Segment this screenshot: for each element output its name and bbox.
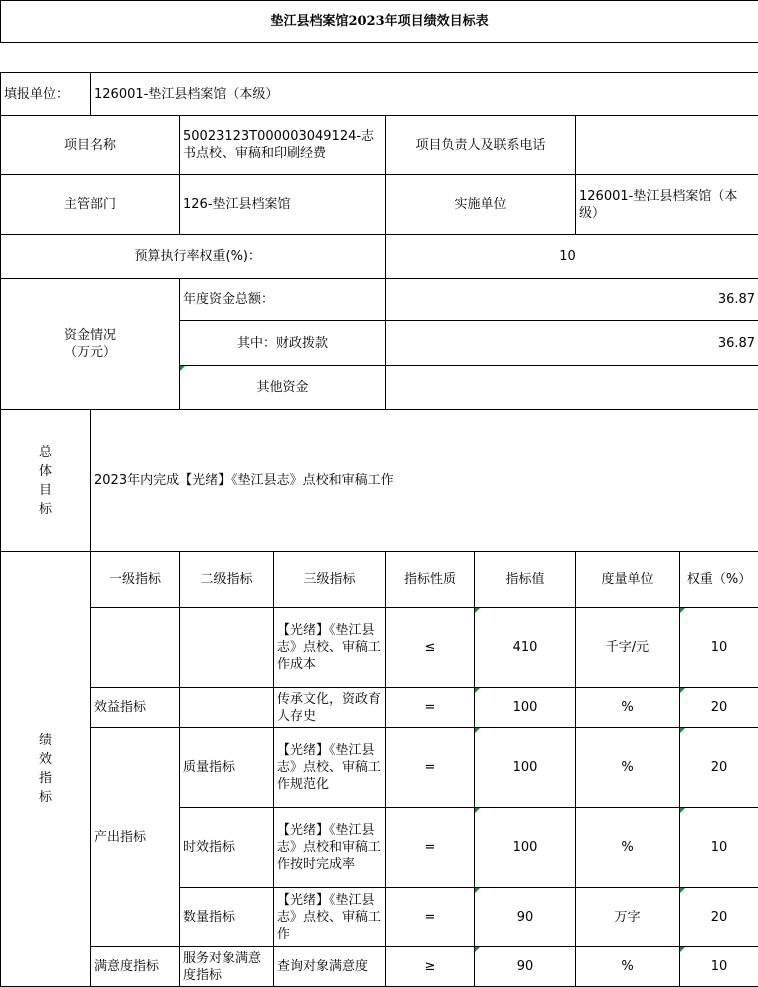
project-name-label: 项目名称 <box>1 116 180 175</box>
row-unit: % <box>576 688 680 728</box>
row-level1 <box>91 608 180 688</box>
row-nature: = <box>386 728 475 808</box>
row-level3: 传承文化，资政育人存史 <box>274 688 386 728</box>
project-name-value: 50023123T000003049124-志书点校、审稿和印刷经费 <box>180 116 386 175</box>
dept-label: 主管部门 <box>1 175 180 235</box>
row-value: 100 <box>475 808 576 888</box>
table-row <box>1 728 758 808</box>
funds-other-value <box>386 366 758 410</box>
budget-weight-label: 预算执行率权重(%)： <box>1 235 386 279</box>
row-level2: 数量指标 <box>180 888 274 947</box>
row-weight: 20 <box>680 688 758 728</box>
row-weight: 10 <box>680 947 758 987</box>
row-weight: 20 <box>680 888 758 947</box>
funds-total-value: 36.87 <box>386 279 758 321</box>
header-weight: 权重（%） <box>680 552 758 608</box>
dept-value: 126-垫江县档案馆 <box>180 175 386 235</box>
header-level2: 二级指标 <box>180 552 274 608</box>
row-level1: 效益指标 <box>91 688 180 728</box>
table-row <box>1 947 758 987</box>
row-weight: 20 <box>680 728 758 808</box>
row-nature: = <box>386 888 475 947</box>
header-unit: 度量单位 <box>576 552 680 608</box>
budget-weight-value: 10 <box>386 235 758 279</box>
row-value: 410 <box>475 608 576 688</box>
funds-fiscal-value: 36.87 <box>386 321 758 366</box>
row-level2: 时效指标 <box>180 808 274 888</box>
row-nature: ≤ <box>386 608 475 688</box>
row-level3: 【光绪】《垫江县志》点校和审稿工作按时完成率 <box>274 808 386 888</box>
blank-row <box>1 43 758 73</box>
row-value: 100 <box>475 728 576 808</box>
reporting-unit-label: 填报单位： <box>1 73 91 116</box>
funds-total-label: 年度资金总额： <box>180 279 386 321</box>
funds-other-label: 其他资金 <box>180 366 386 410</box>
overall-goal-value: 2023年内完成【光绪】《垫江县志》点校和审稿工作 <box>91 410 758 552</box>
impl-unit-label: 实施单位 <box>386 175 576 235</box>
header-value: 指标值 <box>475 552 576 608</box>
impl-unit-value: 126001-垫江县档案馆（本级） <box>576 175 758 235</box>
row-level3: 【光绪】《垫江县志》点校、审稿工作 <box>274 888 386 947</box>
table-row <box>1 688 758 728</box>
row-unit: 万字 <box>576 888 680 947</box>
row-nature: = <box>386 808 475 888</box>
row-level2: 质量指标 <box>180 728 274 808</box>
row-value: 90 <box>475 888 576 947</box>
row-unit: 千字/元 <box>576 608 680 688</box>
table-row <box>1 608 758 688</box>
row-level3: 查询对象满意度 <box>274 947 386 987</box>
row-unit: % <box>576 947 680 987</box>
header-nature: 指标性质 <box>386 552 475 608</box>
row-level3: 【光绪】《垫江县志》点校、审稿工作规范化 <box>274 728 386 808</box>
row-nature: ≥ <box>386 947 475 987</box>
header-level3: 三级指标 <box>274 552 386 608</box>
funds-fiscal-label: 其中：财政拨款 <box>180 321 386 366</box>
row-level2 <box>180 688 274 728</box>
project-contact-label: 项目负责人及联系电话 <box>386 116 576 175</box>
project-contact-value <box>576 116 758 175</box>
row-weight: 10 <box>680 608 758 688</box>
funds-label: 资金情况 （万元） <box>1 279 180 410</box>
row-value: 90 <box>475 947 576 987</box>
sheet-title: 垫江县档案馆2023年项目绩效目标表 <box>1 1 758 43</box>
row-nature: = <box>386 688 475 728</box>
row-unit: % <box>576 808 680 888</box>
row-unit: % <box>576 728 680 808</box>
row-level1: 满意度指标 <box>91 947 180 987</box>
row-level2: 服务对象满意度指标 <box>180 947 274 987</box>
row-weight: 10 <box>680 808 758 888</box>
row-level1: 产出指标 <box>91 728 180 947</box>
row-level3: 【光绪】《垫江县志》点校、审稿工作成本 <box>274 608 386 688</box>
reporting-unit-value: 126001-垫江县档案馆（本级） <box>91 73 758 116</box>
row-level2 <box>180 608 274 688</box>
row-value: 100 <box>475 688 576 728</box>
performance-label: 绩效指标 <box>1 552 91 987</box>
overall-goal-label: 总体目标 <box>1 410 91 552</box>
header-level1: 一级指标 <box>91 552 180 608</box>
